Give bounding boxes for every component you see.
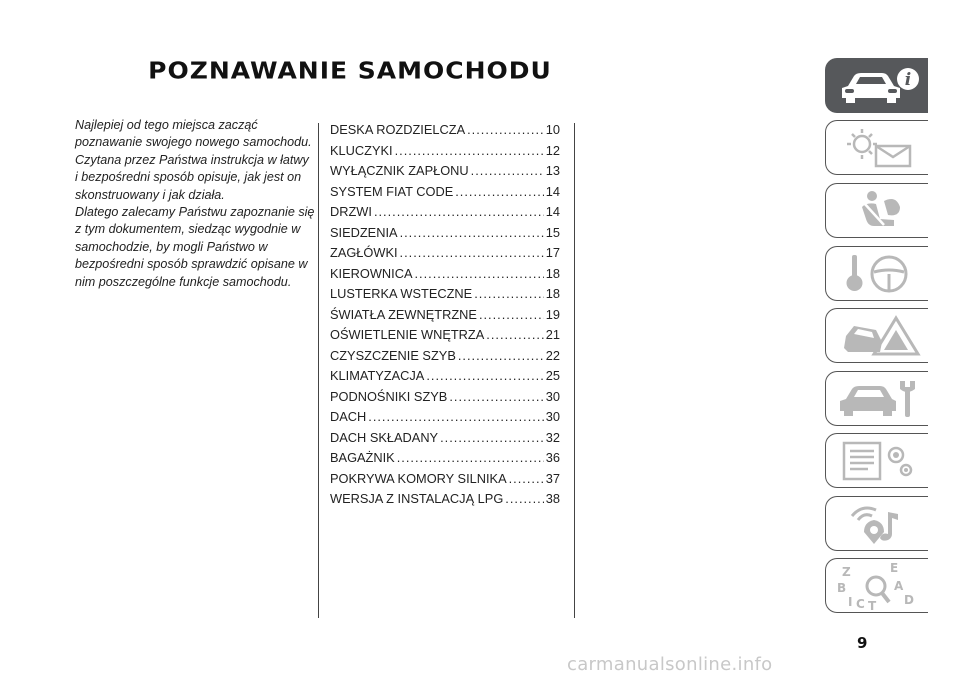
toc-label: CZYSZCZENIE SZYB bbox=[330, 347, 456, 363]
toc-leader-dots bbox=[474, 286, 544, 301]
toc-page-number: 18 bbox=[545, 286, 560, 301]
toc-leader-dots bbox=[479, 307, 544, 322]
toc-entry[interactable] bbox=[330, 491, 560, 512]
toc-page-number: 30 bbox=[545, 388, 560, 404]
tab-starting-driving[interactable] bbox=[825, 246, 928, 301]
warning-lights-icon bbox=[834, 124, 924, 172]
tab-index[interactable] bbox=[825, 558, 928, 613]
toc-label: SYSTEM FIAT CODE bbox=[330, 183, 454, 199]
toc-leader-dots bbox=[449, 389, 543, 404]
toc-entry[interactable] bbox=[330, 225, 560, 246]
toc-label: ŚWIATŁA ZEWNĘTRZNE bbox=[330, 306, 477, 322]
toc-label: DACH bbox=[330, 409, 367, 424]
toc-label: DACH SKŁADANY bbox=[330, 429, 439, 445]
toc-entry[interactable] bbox=[330, 450, 560, 471]
intro-paragraph: Najlepiej od tego miejsca zacząć poznawanie swojego nowego samochodu. bbox=[75, 118, 312, 150]
tab-warning-lights[interactable] bbox=[825, 120, 928, 175]
tab-technical-data[interactable] bbox=[825, 433, 928, 488]
toc-page-number: 25 bbox=[545, 368, 560, 383]
toc-page-number: 22 bbox=[545, 347, 560, 363]
toc-leader-dots bbox=[368, 409, 544, 424]
car-maintenance-icon bbox=[834, 375, 924, 423]
toc-page-number: 14 bbox=[545, 204, 560, 219]
toc-leader-dots bbox=[374, 204, 544, 219]
toc-entry[interactable] bbox=[330, 266, 560, 287]
key-steering-wheel-icon bbox=[834, 250, 924, 298]
toc-page-number: 38 bbox=[545, 491, 560, 506]
toc-leader-dots bbox=[395, 143, 544, 158]
page-title: POZNAWANIE SAMOCHODU bbox=[148, 57, 552, 84]
toc-page-number: 30 bbox=[545, 409, 560, 424]
toc-entry[interactable] bbox=[330, 163, 560, 184]
svg-text:I: I bbox=[848, 595, 853, 609]
toc-leader-dots bbox=[400, 225, 544, 240]
toc-leader-dots bbox=[509, 471, 544, 486]
table-of-contents bbox=[330, 122, 560, 512]
svg-text:D: D bbox=[904, 593, 914, 607]
intro-paragraph: Czytana przez Państwa instrukcja w łatwy i bezpośredni sposób opisuje, jak jest on skonstruowany i jak działa. bbox=[75, 152, 309, 202]
tab-maintenance[interactable] bbox=[825, 371, 928, 426]
intro-paragraph: Dlatego zalecamy Państwu zapoznanie się z tym dokumentem, siedząc wygodnie w samochodzie, by mogli Państwo w bezpośredni sposób sprawdzić opisane w nim poszczególne funkcje samochodu. bbox=[75, 205, 315, 289]
toc-entry[interactable] bbox=[330, 368, 560, 389]
toc-leader-dots bbox=[455, 184, 544, 199]
toc-entry[interactable] bbox=[330, 122, 560, 143]
multimedia-icon bbox=[834, 500, 924, 548]
tab-multimedia[interactable] bbox=[825, 496, 928, 551]
toc-page-number: 18 bbox=[545, 265, 560, 281]
toc-entry[interactable] bbox=[330, 389, 560, 410]
toc-page-number: 12 bbox=[545, 142, 560, 158]
toc-leader-dots bbox=[440, 430, 544, 445]
toc-page-number: 15 bbox=[545, 224, 560, 240]
toc-entry[interactable] bbox=[330, 286, 560, 307]
toc-label: KIEROWNICA bbox=[330, 265, 413, 281]
svg-text:E: E bbox=[890, 562, 899, 575]
toc-page-number: 21 bbox=[545, 327, 560, 342]
tab-safety[interactable] bbox=[825, 183, 928, 238]
toc-page-number: 19 bbox=[545, 306, 560, 322]
toc-page-number: 36 bbox=[545, 450, 560, 465]
toc-label: ZAGŁÓWKI bbox=[330, 245, 398, 260]
toc-page-number: 32 bbox=[545, 429, 560, 445]
toc-leader-dots bbox=[397, 450, 544, 465]
toc-entry[interactable] bbox=[330, 471, 560, 492]
toc-label: DESKA ROZDZIELCZA bbox=[330, 122, 466, 137]
toc-leader-dots bbox=[400, 245, 544, 260]
svg-text:T: T bbox=[868, 599, 877, 610]
toc-leader-dots bbox=[486, 327, 543, 342]
technical-data-icon bbox=[834, 437, 924, 485]
toc-entry[interactable] bbox=[330, 348, 560, 369]
tab-car-info[interactable] bbox=[825, 58, 928, 113]
alphabetical-index-icon bbox=[834, 562, 924, 610]
svg-text:A: A bbox=[894, 579, 904, 593]
column-divider bbox=[318, 123, 319, 618]
toc-leader-dots bbox=[471, 163, 544, 178]
toc-label: PODNOŚNIKI SZYB bbox=[330, 388, 448, 404]
toc-label: SIEDZENIA bbox=[330, 224, 398, 240]
svg-text:C: C bbox=[856, 597, 865, 610]
toc-label: LUSTERKA WSTECZNE bbox=[330, 286, 473, 301]
toc-entry[interactable] bbox=[330, 184, 560, 205]
column-divider bbox=[574, 123, 575, 618]
toc-label: KLUCZYKI bbox=[330, 142, 393, 158]
toc-leader-dots bbox=[414, 266, 543, 281]
svg-text:i: i bbox=[904, 70, 912, 90]
toc-label: WYŁĄCZNIK ZAPŁONU bbox=[330, 163, 469, 178]
seat-belt-airbag-icon bbox=[834, 187, 924, 235]
toc-entry[interactable] bbox=[330, 409, 560, 430]
toc-page-number: 10 bbox=[545, 122, 560, 137]
toc-label: POKRYWA KOMORY SILNIKA bbox=[330, 470, 507, 486]
tab-emergency[interactable] bbox=[825, 308, 928, 363]
toc-entry[interactable] bbox=[330, 327, 560, 348]
intro-text bbox=[75, 117, 315, 291]
toc-leader-dots bbox=[467, 122, 544, 137]
toc-label: KLIMATYZACJA bbox=[330, 368, 425, 383]
watermark: carmanualsonline.info bbox=[567, 654, 773, 675]
car-info-icon bbox=[834, 62, 924, 110]
toc-label: OŚWIETLENIE WNĘTRZA bbox=[330, 327, 485, 342]
toc-entry[interactable] bbox=[330, 143, 560, 164]
toc-page-number: 37 bbox=[545, 470, 560, 486]
toc-entry[interactable] bbox=[330, 307, 560, 328]
toc-page-number: 17 bbox=[545, 245, 560, 260]
toc-leader-dots bbox=[505, 491, 543, 506]
svg-text:Z: Z bbox=[842, 565, 851, 579]
svg-text:B: B bbox=[837, 581, 847, 595]
toc-label: BAGAŻNIK bbox=[330, 450, 395, 465]
toc-page-number: 13 bbox=[545, 163, 560, 178]
page-number: 9 bbox=[857, 634, 868, 652]
toc-leader-dots bbox=[458, 348, 544, 363]
toc-label: WERSJA Z INSTALACJĄ LPG bbox=[330, 491, 504, 506]
emergency-triangle-icon bbox=[834, 312, 924, 360]
toc-entry[interactable] bbox=[330, 430, 560, 451]
toc-entry[interactable] bbox=[330, 245, 560, 266]
toc-label: DRZWI bbox=[330, 204, 372, 219]
toc-entry[interactable] bbox=[330, 204, 560, 225]
toc-page-number: 14 bbox=[545, 183, 560, 199]
toc-leader-dots bbox=[426, 368, 543, 383]
